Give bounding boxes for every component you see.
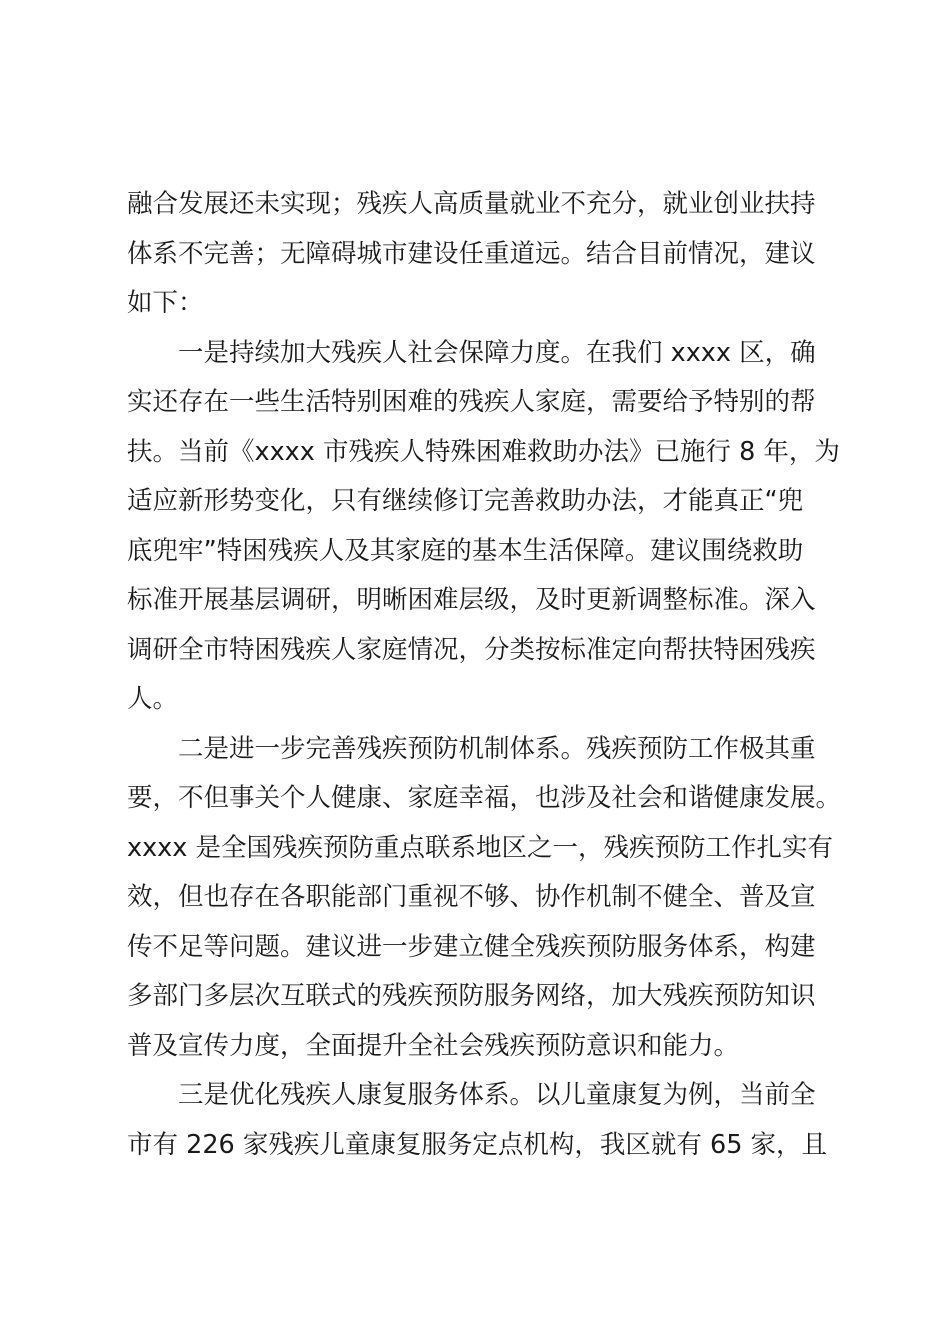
text-line: 普及宣传力度，全面提升全社会残疾预防意识和能力。 [127, 1030, 740, 1061]
text-line: 传不足等问题。建议进一步建立健全残疾预防服务体系，构建 [127, 931, 816, 962]
text-line: 标准开展基层调研，明晰困难层级，及时更新调整标准。深入 [127, 585, 816, 615]
text-line: 调研全市特困残疾人家庭情况，分类按标准定向帮扶特困残疾 [127, 634, 816, 665]
text-line: 多部门多层次互联式的残疾预防服务网络，加大残疾预防知识 [127, 981, 816, 1011]
text-line: 效，但也存在各职能部门重视不够、协作机制不健全、普及宣 [127, 882, 816, 912]
text-line: 人。 [127, 684, 179, 714]
paragraph-first-line: 三是优化残疾人康复服务体系。以儿童康复为例，当前全 [178, 1080, 816, 1110]
text-line: 市有 226 家残疾儿童康复服务定点机构，我区就有 65 家，且 [127, 1129, 828, 1160]
text-line: 体系不完善；无障碍城市建设任重道远。结合目前情况，建议 [127, 238, 816, 269]
text-line: 底兜牢”特困残疾人及其家庭的基本生活保障。建议围绕救助 [127, 535, 804, 566]
text-line: 如下： [127, 288, 204, 318]
text-line: 实还存在一些生活特别困难的残疾人家庭，需要给予特别的帮 [127, 387, 816, 417]
paragraph-first-line: 一是持续加大残疾人社会保障力度。在我们 xxxx 区，确 [178, 337, 816, 368]
text-line: xxxx 是全国残疾预防重点联系地区之一，残疾预防工作扎实有 [127, 832, 833, 863]
text-line: 融合发展还未实现；残疾人高质量就业不充分，就业创业扶持 [127, 189, 816, 219]
document-body [127, 180, 842, 1170]
paragraph-first-line: 二是进一步完善残疾预防机制体系。残疾预防工作极其重 [178, 733, 816, 764]
text-line: 扶。当前《xxxx 市残疾人特殊困难救助办法》已施行 8 年，为 [127, 436, 840, 467]
text-line: 适应新形势变化，只有继续修订完善救助办法，才能真正“兜 [127, 486, 804, 516]
text-line: 要，不但事关个人健康、家庭幸福，也涉及社会和谐健康发展。 [127, 783, 842, 813]
